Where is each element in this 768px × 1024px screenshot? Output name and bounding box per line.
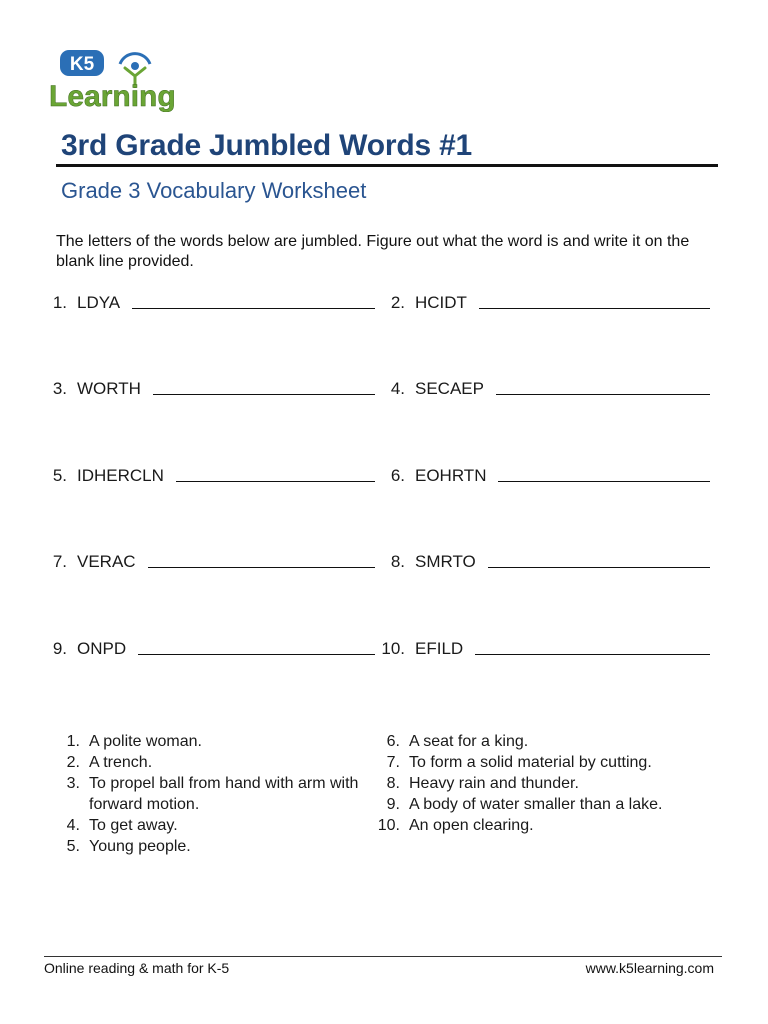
clue-text: Heavy rain and thunder. (409, 775, 579, 792)
answer-blank[interactable] (132, 307, 375, 309)
answer-blank[interactable] (479, 307, 710, 309)
clue-number: 2. (66, 754, 80, 771)
item-number: 3. (52, 379, 67, 398)
answer-blank[interactable] (496, 393, 710, 395)
answer-blank[interactable] (176, 480, 375, 482)
jumbled-word: ONPD (77, 639, 127, 658)
item-number: 2. (390, 293, 405, 312)
jumbled-word-item (375, 460, 710, 486)
jumbled-word: SMRTO (415, 552, 476, 571)
clue-number: 5. (66, 838, 80, 855)
jumbled-word: EOHRTN (415, 466, 487, 485)
jumbled-word-item (375, 287, 710, 313)
clue-number: 4. (66, 817, 80, 834)
answer-blank[interactable] (475, 653, 710, 655)
item-number: 9. (52, 639, 67, 658)
item-number: 7. (52, 552, 67, 571)
jumbled-word: HCIDT (415, 293, 467, 312)
clue-text: To form a solid material by cutting. (409, 754, 652, 771)
logo-learning-text: Learning (49, 80, 176, 112)
clue-item (374, 773, 724, 794)
item-number: 8. (390, 552, 405, 571)
clue-list-left (54, 731, 364, 857)
jumbled-word-item (375, 373, 710, 399)
item-number: 4. (390, 379, 405, 398)
clue-list-right (374, 731, 724, 836)
item-number: 6. (390, 466, 405, 485)
jumbled-word: WORTH (77, 379, 141, 398)
clue-item (54, 836, 364, 857)
jumbled-word: IDHERCLN (77, 466, 164, 485)
clue-item (374, 794, 724, 815)
clue-number: 10. (377, 817, 400, 834)
jumbled-word-item (37, 546, 375, 572)
jumbled-word-item (37, 373, 375, 399)
clue-text: Young people. (89, 838, 191, 855)
clue-text: An open clearing. (409, 817, 534, 834)
footer-divider (44, 956, 722, 957)
clue-item (54, 731, 364, 752)
clue-text: To propel ball from hand with arm with forward motion. (89, 775, 359, 813)
instructions: The letters of the words below are jumbled. Figure out what the word is and write it on the blank line provided. (56, 233, 690, 270)
clue-number: 3. (66, 775, 80, 792)
jumbled-word: LDYA (77, 293, 121, 312)
item-number: 1. (52, 293, 67, 312)
jumbled-word: SECAEP (415, 379, 484, 398)
jumbled-word-item (37, 460, 375, 486)
worksheet-subtitle: Grade 3 Vocabulary Worksheet (61, 178, 367, 203)
logo-k5-text: K5 (69, 54, 95, 75)
clue-number: 6. (386, 733, 400, 750)
clue-number: 7. (386, 754, 400, 771)
jumbled-word-item (375, 546, 710, 572)
answer-blank[interactable] (153, 393, 375, 395)
clue-text: A seat for a king. (409, 733, 529, 750)
item-number: 5. (52, 466, 67, 485)
jumbled-word: EFILD (415, 639, 464, 658)
clue-item (374, 752, 724, 773)
jumbled-word-item (375, 633, 710, 659)
answer-blank[interactable] (488, 566, 710, 568)
clue-item (374, 815, 724, 836)
answer-blank[interactable] (498, 480, 710, 482)
clue-item (54, 773, 364, 815)
clue-text: To get away. (89, 817, 178, 834)
footer-website-link[interactable]: www.k5learning.com (585, 960, 714, 976)
jumbled-word: VERAC (77, 552, 136, 571)
clue-item (374, 731, 724, 752)
worksheet-title: 3rd Grade Jumbled Words #1 (61, 129, 473, 162)
clue-text: A trench. (89, 754, 153, 771)
answer-blank[interactable] (138, 653, 375, 655)
jumbled-word-item (37, 287, 375, 313)
clue-number: 8. (386, 775, 400, 792)
footer-tagline: Online reading & math for K-5 (44, 960, 230, 976)
clue-number: 1. (66, 733, 80, 750)
clue-item (54, 815, 364, 836)
clue-text: A polite woman. (89, 733, 202, 750)
clue-number: 9. (386, 796, 400, 813)
answer-blank[interactable] (148, 566, 375, 568)
jumbled-word-item (37, 633, 375, 659)
clue-item (54, 752, 364, 773)
clue-text: A body of water smaller than a lake. (409, 796, 663, 813)
item-number: 10. (381, 639, 405, 658)
